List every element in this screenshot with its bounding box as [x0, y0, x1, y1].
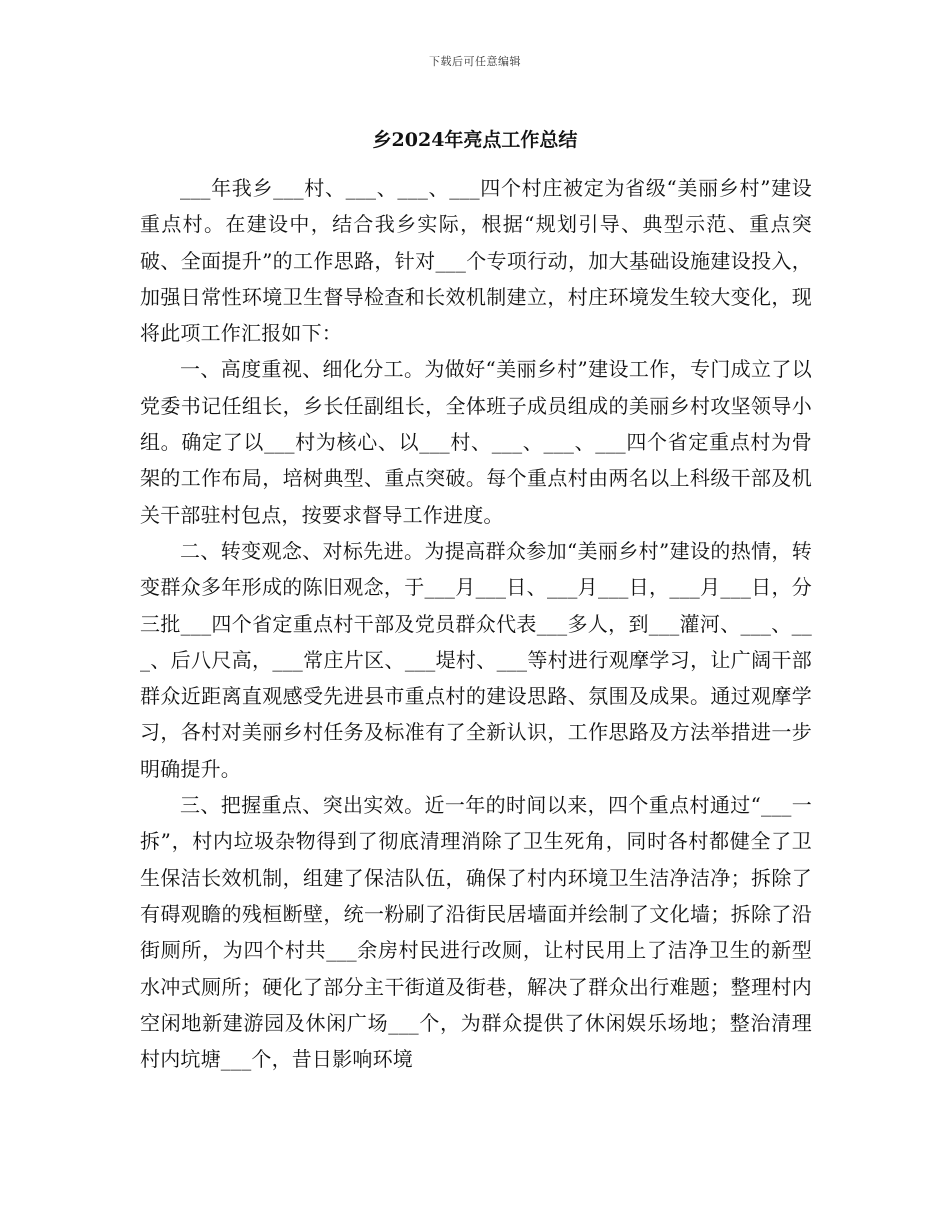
document-title: 乡2024年亮点工作总结	[372, 129, 578, 151]
paragraph-section-1: 一、高度重视、细化分工。为做好“美丽乡村”建设工作，专门成立了以党委书记任组长，乡长任副组长，全体班子成员组成的美丽乡村攻坚领导小组。确定了以___村为核心、以___村、___、___、___四个省定重点村为骨架的工作布局，培树典型、重点突破。每个重点村由两名以上科级干部及机关干部驻村包点，按要求督导工作进度。	[140, 357, 812, 527]
document-body	[140, 170, 812, 1077]
header-note: 下载后可任意编辑	[429, 55, 521, 68]
paragraph-intro: ___年我乡___村、___、___、___四个村庄被定为省级“美丽乡村”建设重点村。在建设中，结合我乡实际，根据“规划引导、典型示范、重点突破、全面提升”的工作思路，针对___个专项行动，加大基础设施建设投入，加强日常性环境卫生督导检查和长效机制建立，村庄环境发生较大变化，现将此项工作汇报如下：	[140, 176, 812, 346]
paragraph-section-2: 二、转变观念、对标先进。为提高群众参加“美丽乡村”建设的热情，转变群众多年形成的陈旧观念，于___月___日、___月___日，___月___日，分三批___四个省定重点村干部及党员群众代表___多人，到___灌河、___、___、后八尺高，___常庄片区、___堤村、___等村进行观摩学习，让广阔干部群众近距离直观感受先进县市重点村的建设思路、氛围及成果。通过观摩学习，各村对美丽乡村任务及标准有了全新认识，工作思路及方法举措进一步明确提升。	[140, 538, 812, 781]
paragraph-section-3: 三、把握重点、突出实效。近一年的时间以来，四个重点村通过“___一拆”，村内垃圾杂物得到了彻底清理消除了卫生死角，同时各村都健全了卫生保洁长效机制，组建了保洁队伍，确保了村内环境卫生洁净洁净；拆除了有碍观瞻的残桓断壁，统一粉刷了沿街民居墙面并绘制了文化墙；拆除了沿街厕所，为四个村共___余房村民进行改厕，让村民用上了洁净卫生的新型水冲式厕所；硬化了部分主干街道及街巷，解决了群众出行难题；整理村内空闲地新建游园及休闲广场___个，为群众提供了休闲娱乐场地；整治清理村内坑塘___个，昔日影响环境	[140, 793, 812, 1072]
